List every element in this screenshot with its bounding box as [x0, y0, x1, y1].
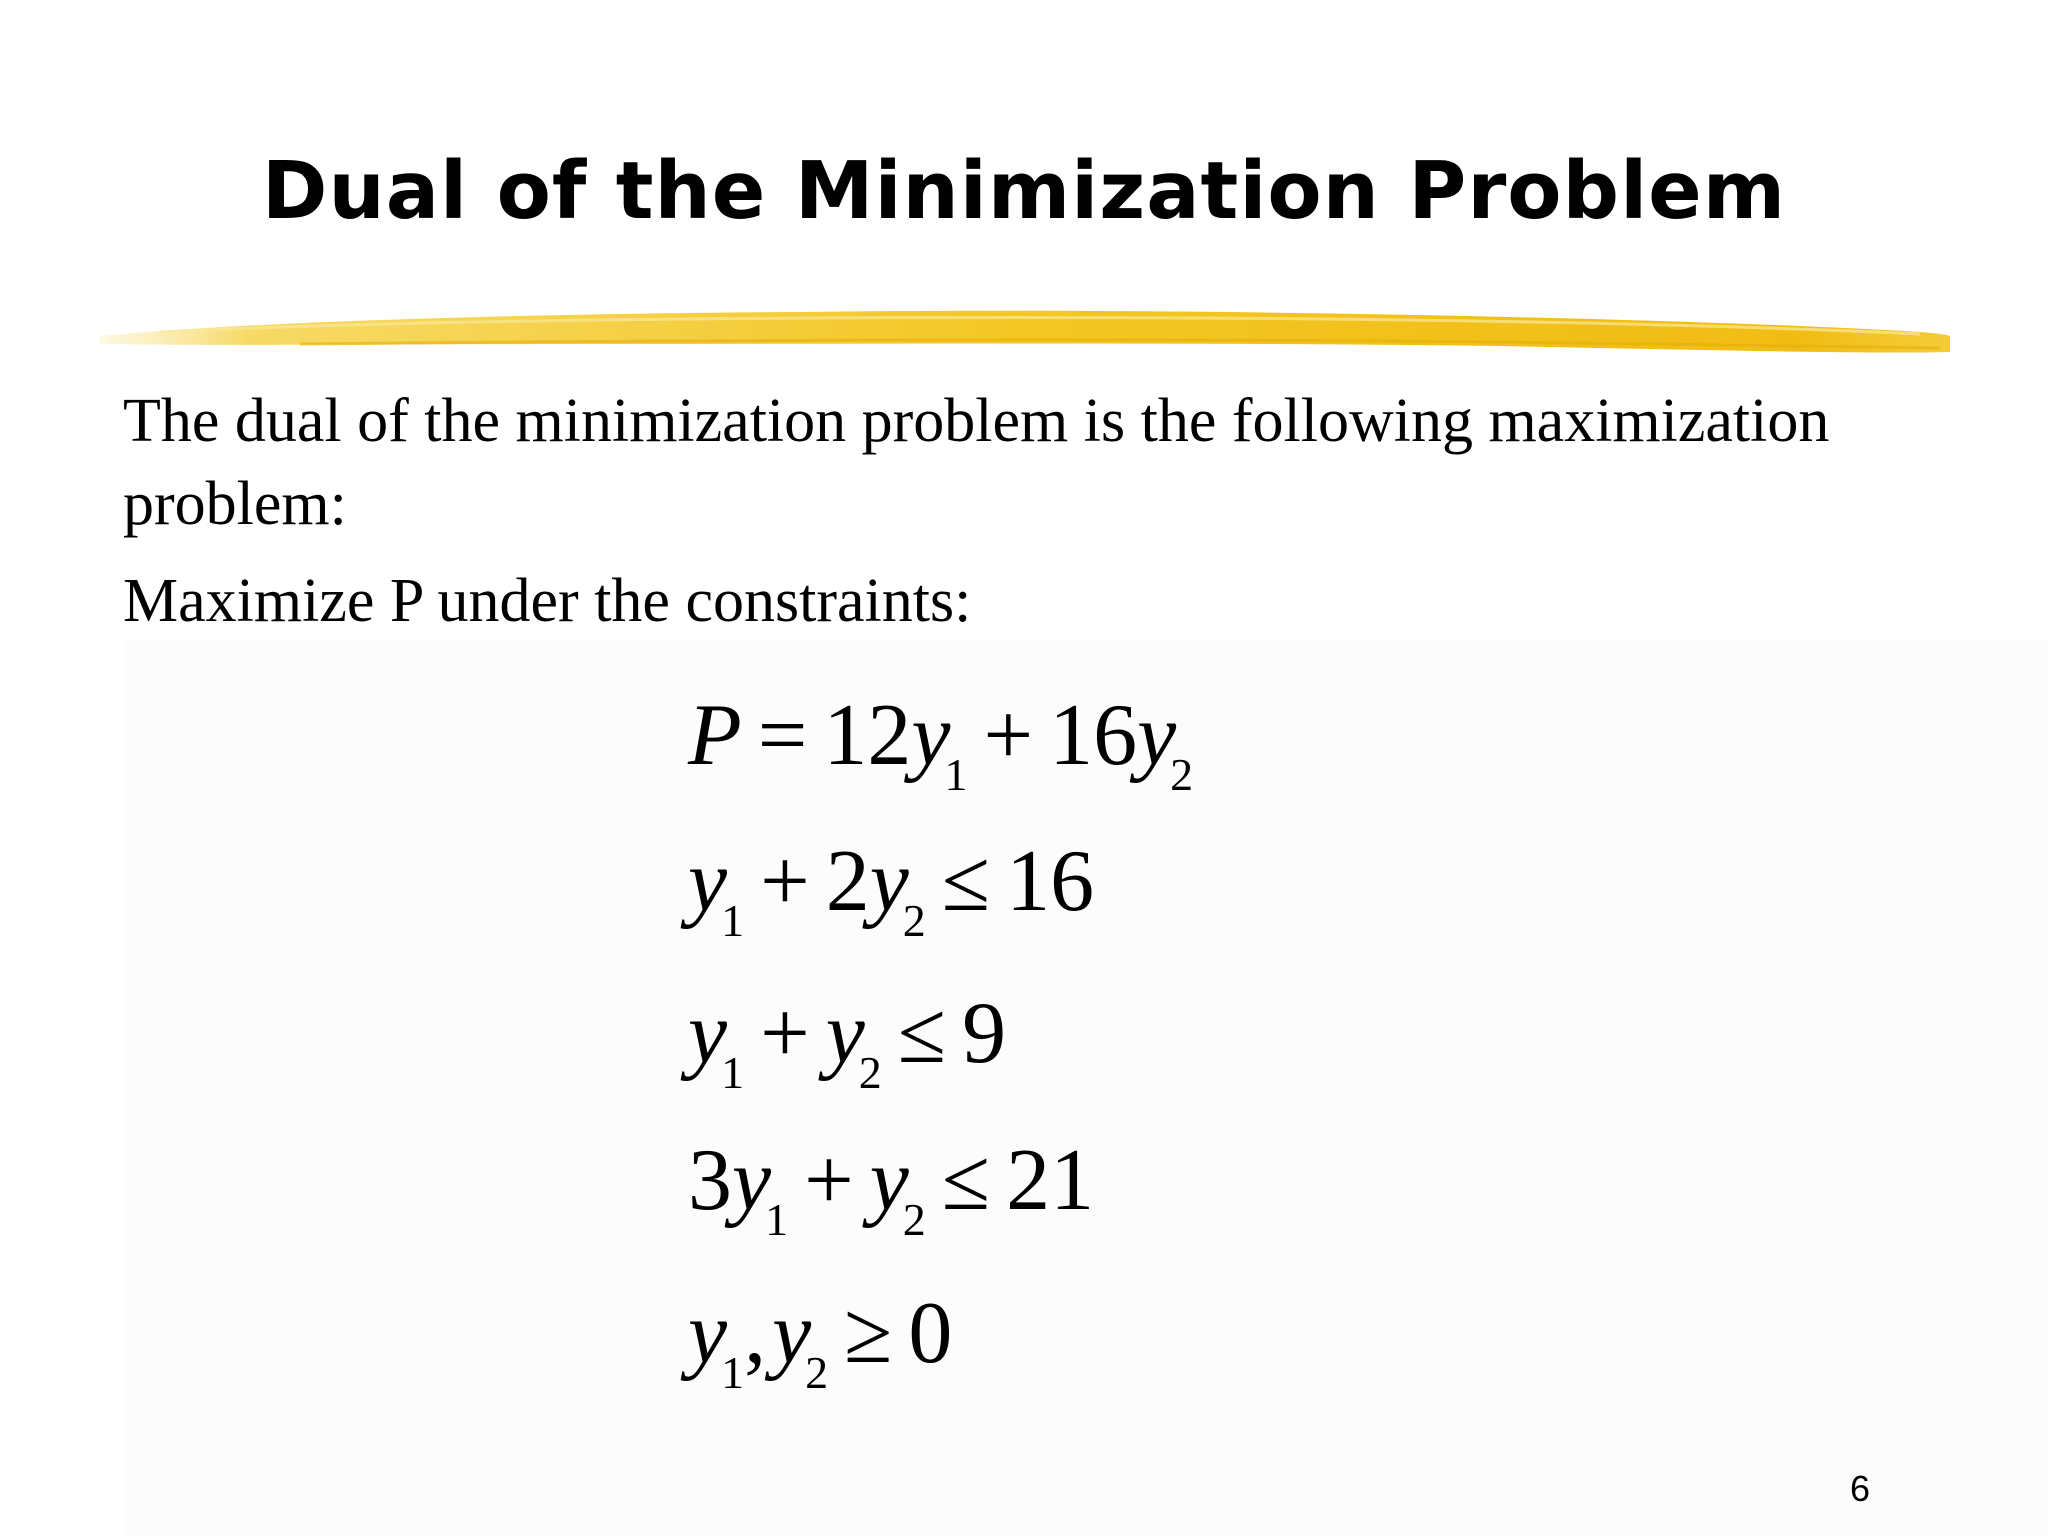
- objective-lhs: P: [688, 687, 742, 784]
- plus-sign: +: [760, 833, 810, 930]
- variable: y: [1137, 687, 1177, 784]
- subscript: 1: [721, 1347, 745, 1398]
- less-equal-sign: ≤: [941, 1132, 991, 1229]
- title-underline-brush-stroke: [100, 292, 1950, 362]
- less-equal-sign: ≤: [897, 985, 947, 1082]
- greater-equal-sign: ≥: [844, 1285, 893, 1382]
- variable: y: [732, 1132, 772, 1229]
- equals-sign: =: [757, 687, 808, 784]
- objective-function: [688, 687, 1194, 800]
- subscript: 1: [721, 895, 745, 946]
- slide-title: Dual of the Minimization Problem: [261, 145, 1787, 237]
- rhs-value: 9: [962, 985, 1007, 1082]
- variable: y: [911, 687, 951, 784]
- subscript: 2: [902, 1194, 926, 1245]
- variable: y: [688, 985, 728, 1082]
- subscript: 1: [944, 749, 968, 800]
- subscript: 2: [1170, 749, 1194, 800]
- coefficient: 12: [823, 687, 912, 784]
- coefficient: 2: [825, 833, 870, 930]
- intro-paragraph: The dual of the minimization problem is the following maximization problem:: [123, 387, 1830, 538]
- constraint-2: [688, 985, 1007, 1098]
- comma: ,: [744, 1285, 767, 1382]
- page-number: 6: [1849, 1468, 1870, 1509]
- rhs-value: 16: [1006, 833, 1095, 930]
- variable: y: [825, 985, 865, 1082]
- subscript: 1: [765, 1194, 789, 1245]
- body-text: [123, 380, 1943, 643]
- plus-sign: +: [983, 687, 1034, 784]
- constraint-1: [688, 833, 1095, 946]
- subscript: 2: [805, 1347, 829, 1398]
- constraint-3: [688, 1132, 1095, 1245]
- instruction-paragraph: Maximize P under the constraints:: [123, 567, 972, 635]
- variable: y: [869, 1132, 909, 1229]
- subscript: 2: [902, 895, 926, 946]
- rhs-value: 0: [908, 1285, 953, 1382]
- nonnegativity-constraint: [688, 1285, 953, 1398]
- less-equal-sign: ≤: [941, 833, 991, 930]
- variable: y: [688, 833, 728, 930]
- coefficient: 16: [1049, 687, 1138, 784]
- plus-sign: +: [760, 985, 810, 1082]
- variable: y: [869, 833, 909, 930]
- coefficient: 3: [688, 1132, 732, 1229]
- variable: y: [772, 1285, 812, 1382]
- plus-sign: +: [804, 1132, 854, 1229]
- subscript: 2: [858, 1047, 882, 1098]
- variable: y: [688, 1285, 728, 1382]
- subscript: 1: [721, 1047, 745, 1098]
- rhs-value: 21: [1006, 1132, 1095, 1229]
